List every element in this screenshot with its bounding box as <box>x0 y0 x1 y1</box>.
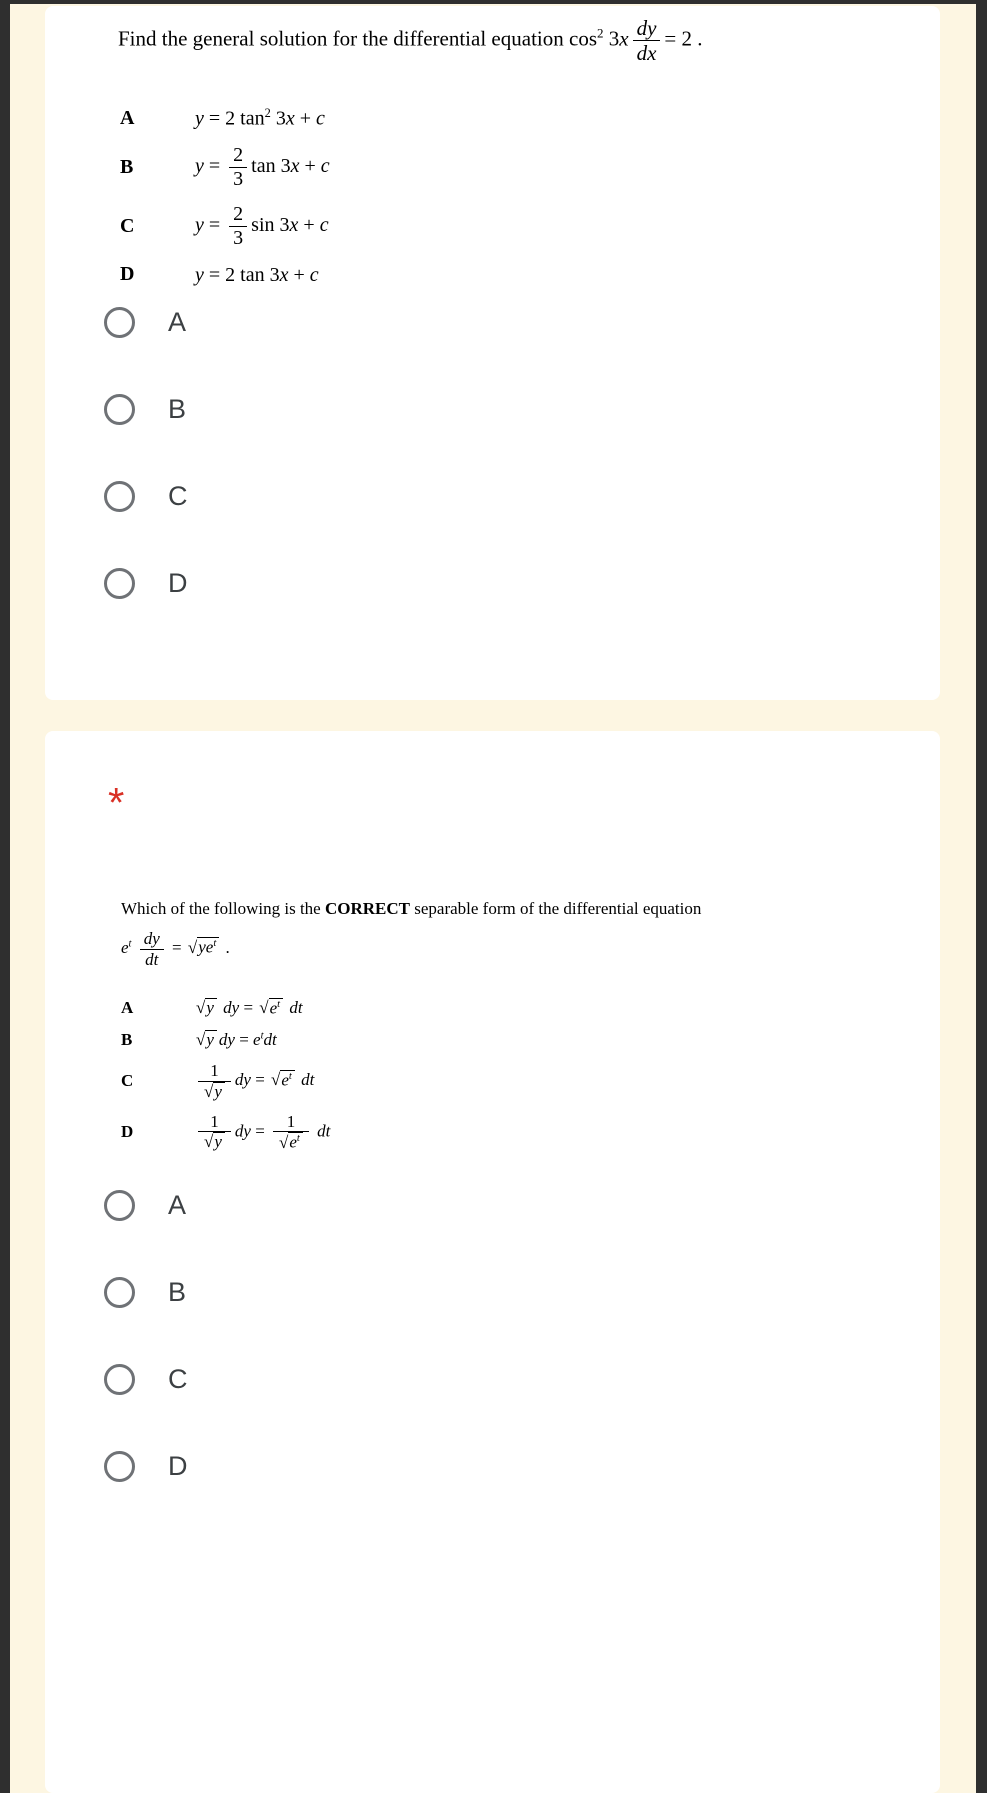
question-card-1 <box>45 6 940 700</box>
question-1-options <box>104 306 940 601</box>
radio-button[interactable] <box>104 1451 135 1482</box>
choice-letter: B <box>121 1030 133 1050</box>
choice-row <box>120 105 900 132</box>
choice-expression: y = $\frac{2}{3}$ sin 3x + c <box>195 202 329 249</box>
question-card-2 <box>45 731 940 1793</box>
question-2-options <box>104 1189 940 1484</box>
radio-option-label: C <box>168 1364 188 1394</box>
choice-row <box>121 997 900 1019</box>
radio-option-label: A <box>168 1190 187 1220</box>
choice-row <box>120 262 900 288</box>
choice-letter: C <box>120 214 135 237</box>
choice-letter: D <box>121 1122 134 1142</box>
form-background <box>10 4 976 1793</box>
radio-button[interactable] <box>104 568 135 599</box>
choice-letter: A <box>120 107 135 130</box>
choice-expression: y = 2 tan 3x + c <box>195 263 319 286</box>
radio-option-label: A <box>168 307 187 338</box>
choice-expression: y = 2 $\tan^2 3x + c$ <box>195 106 325 130</box>
question-2-choice-table <box>121 997 900 1152</box>
radio-button[interactable] <box>104 481 135 512</box>
radio-button[interactable] <box>104 1277 135 1308</box>
radio-option-c[interactable] <box>104 1363 188 1397</box>
radio-button[interactable] <box>104 307 135 338</box>
choice-row <box>121 1112 900 1153</box>
choice-row <box>121 1061 900 1101</box>
question-2-prompt-line1: Which of the following is the CORRECT separable form of the differential equation <box>121 899 702 918</box>
choice-letter: A <box>121 998 134 1018</box>
choice-letter: B <box>120 155 134 178</box>
question-1-prompt: Find the general solution for the differential equation $\cos^2 3x$ $\frac{dy}{dx}$ = 2 . <box>118 16 703 66</box>
radio-option-c[interactable] <box>104 480 188 514</box>
radio-option-label: B <box>168 1277 187 1307</box>
choice-row <box>121 1029 900 1051</box>
radio-option-b[interactable] <box>104 393 186 427</box>
radio-option-d[interactable] <box>104 1450 188 1484</box>
required-asterisk: * <box>108 779 125 826</box>
radio-option-a[interactable] <box>104 1189 186 1223</box>
radio-button[interactable] <box>104 394 135 425</box>
choice-letter: D <box>120 263 135 286</box>
question-2-prompt-line2: $e^t$ $\frac{dy}{dt}$ = √ $ye^t$ . <box>121 929 230 969</box>
radio-option-label: B <box>168 394 187 425</box>
choice-expression: 1 √ y dy = √ $e^t$ dt <box>194 1061 314 1101</box>
radio-option-label: D <box>168 1451 188 1481</box>
radio-option-label: C <box>168 481 188 512</box>
radio-button[interactable] <box>104 1364 135 1395</box>
choice-letter: C <box>121 1071 134 1091</box>
choice-expression: 1 √ y dy = 1 √ $e^t$ dt <box>194 1112 330 1153</box>
radio-option-b[interactable] <box>104 1276 186 1310</box>
choice-expression: √ y dy = $e^tdt$ <box>196 1030 277 1050</box>
radio-option-a[interactable] <box>104 306 186 340</box>
question-1-choice-table <box>120 105 900 288</box>
question-2-prompt <box>121 898 900 969</box>
choice-row <box>120 144 900 191</box>
choice-expression: √ y dy = √ $e^t$ dt <box>196 998 303 1018</box>
radio-button[interactable] <box>104 1190 135 1221</box>
choice-expression: y = $\frac{2}{3}$ tan 3x + c <box>195 143 330 190</box>
choice-row <box>120 203 900 250</box>
radio-option-label: D <box>168 568 188 599</box>
radio-option-d[interactable] <box>104 567 188 601</box>
